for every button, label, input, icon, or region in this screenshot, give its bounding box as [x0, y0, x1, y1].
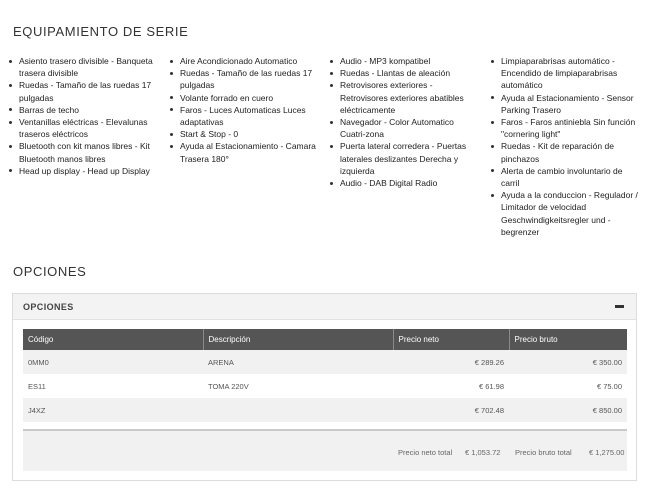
equipment-section-title: EQUIPAMIENTO DE SERIE	[13, 24, 189, 39]
equipment-item: Audio - MP3 kompatibel	[329, 55, 481, 67]
equipment-item: Retrovisores exteriores - Retrovisores exteriores abatibles eléctricamente	[329, 79, 481, 116]
equipment-item: Head up display - Head up Display	[8, 165, 160, 177]
equipment-item: Aire Acondicionado Automatico	[169, 55, 321, 67]
options-panel	[12, 293, 637, 481]
equipment-item: Ayuda a la conduccion - Regulador / Limitador de velocidad Geschwindigkeitsregler und -begrenzer	[490, 189, 642, 238]
equipment-item: Ruedas - Tamaño de las ruedas 17 pulgadas	[8, 79, 160, 103]
table-row	[23, 398, 627, 422]
cell-description: TOMA 220V	[203, 374, 393, 398]
table-header-row	[23, 329, 627, 350]
equipment-item: Asiento trasero divisible - Banqueta trasera divisible	[8, 55, 160, 79]
equipment-item: Limpiaparabrisas automático - Encendido de limpiaparabrisas automático	[490, 55, 642, 92]
equipment-item: Navegador - Color Automatico Cuatri-zona	[329, 116, 481, 140]
table-row	[23, 374, 627, 398]
equipment-item: Volante forrado en cuero	[169, 92, 321, 104]
equipment-column-1	[8, 55, 160, 177]
equipment-item: Barras de techo	[8, 104, 160, 116]
equipment-column-2	[169, 55, 321, 165]
cell-net-price: € 289.26	[393, 350, 509, 374]
net-total-label: Precio neto total	[398, 448, 453, 457]
totals-bar	[23, 429, 627, 471]
cell-gross-price: € 75.00	[509, 374, 627, 398]
equipment-item: Ayuda al Estacionamiento - Camara Trasera 180°	[169, 140, 321, 164]
column-header-description: Descripción	[203, 329, 393, 350]
cell-net-price: € 702.48	[393, 398, 509, 422]
options-panel-title: OPCIONES	[23, 302, 74, 312]
equipment-item: Ruedas - Llantas de aleación	[329, 67, 481, 79]
cell-gross-price: € 850.00	[509, 398, 627, 422]
column-header-gross-price: Precio bruto	[509, 329, 627, 350]
net-total-value: € 1,053.72	[465, 448, 501, 457]
cell-description	[203, 398, 393, 422]
table-row	[23, 350, 627, 374]
equipment-column-4	[490, 55, 642, 238]
equipment-item: Faros - Luces Automaticas Luces adaptativas	[169, 104, 321, 128]
equipment-item: Ruedas - Tamaño de las ruedas 17 pulgadas	[169, 67, 321, 91]
equipment-item: Ayuda al Estacionamiento - Sensor Parking Trasero	[490, 92, 642, 116]
gross-total-label: Precio bruto total	[515, 448, 572, 457]
equipment-item: Audio - DAB Digital Radio	[329, 177, 481, 189]
column-header-code: Código	[23, 329, 203, 350]
cell-code: J4XZ	[23, 398, 203, 422]
equipment-item: Start & Stop - 0	[169, 128, 321, 140]
collapse-minus-icon[interactable]	[615, 302, 624, 311]
options-section-title: OPCIONES	[13, 264, 87, 279]
column-header-net-price: Precio neto	[393, 329, 509, 350]
equipment-item: Ruedas - Kit de reparación de pinchazos	[490, 140, 642, 164]
equipment-item: Ventanillas eléctricas - Elevalunas traseros eléctricos	[8, 116, 160, 140]
equipment-column-3	[329, 55, 481, 189]
options-table	[23, 329, 627, 422]
equipment-item: Faros - Faros antiniebla Sin función "cornering light"	[490, 116, 642, 140]
cell-description: ARENA	[203, 350, 393, 374]
cell-code: 0MM0	[23, 350, 203, 374]
equipment-list	[8, 55, 638, 245]
equipment-item: Alerta de cambio involuntario de carril	[490, 165, 642, 189]
cell-code: ES11	[23, 374, 203, 398]
equipment-item: Bluetooth con kit manos libres - Kit Bluetooth manos libres	[8, 140, 160, 164]
cell-net-price: € 61.98	[393, 374, 509, 398]
options-panel-header[interactable]	[13, 294, 636, 320]
gross-total-value: € 1,275.00	[589, 448, 625, 457]
cell-gross-price: € 350.00	[509, 350, 627, 374]
equipment-item: Puerta lateral corredera - Puertas laterales deslizantes Derecha y izquierda	[329, 140, 481, 177]
